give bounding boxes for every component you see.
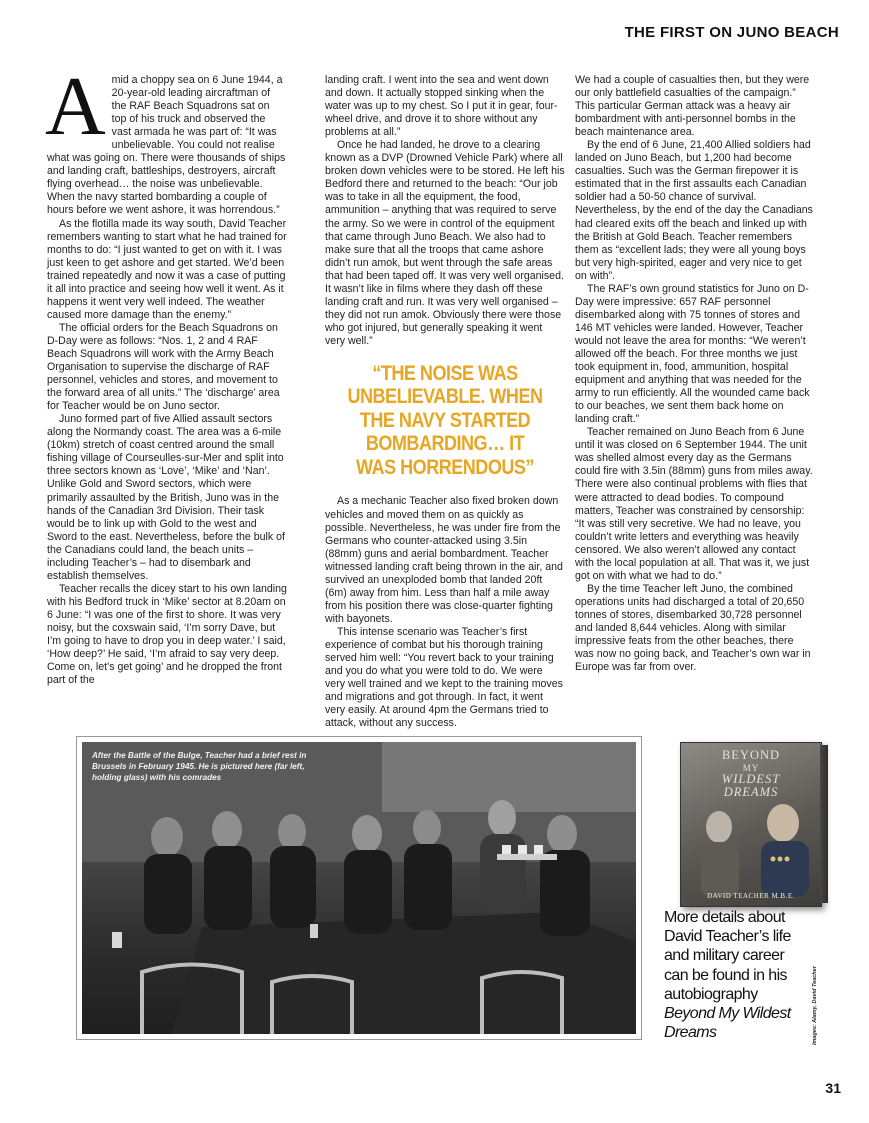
section-header: THE FIRST ON JUNO BEACH — [624, 24, 839, 41]
article-paragraph: The RAF’s own ground statistics for Juno on D-Day were impressive: 657 RAF personnel disembarked along with 75 tonnes of stores and 146 MT vehicles were landed. However, Teacher would not leave the area for months: “We weren’t allowed off the beach. For three months we just took equipment in, food, ammunition, hospital equipment and anything that was needed for the army to run efficiently. All the wounded came back to our beaches, we sent them back home on landing craft.” — [575, 282, 810, 426]
article-paragraph: Teacher recalls the dicey start to his own landing with his Bedford truck in ‘Mike’ sector at 8.20am on 6 June: “I was one of the first to shore. It was very noisy, but the coxswain said, ‘I’m sorry Dave, but I’m going to have to drop you in deep water.’ I said, ‘How deep?’ He said, ‘I’m afraid to say very deep. Come on, let’s get going’ and he dropped the front part of the — [47, 582, 287, 687]
book-author: DAVID TEACHER M.B.E. — [707, 892, 795, 900]
promo-text: More details about David Teacher’s life and military career can be found in his autobiography — [664, 909, 791, 1003]
article-paragraph: landing craft. I went into the sea and went down and down. It actually stopped sinking when the water was up to my chest. So I put it in gear, four-wheel drive, and drove it to shore without any problems at all.” — [325, 74, 558, 139]
book-title-line: DREAMS — [723, 785, 779, 799]
page-number: 31 — [825, 1080, 841, 1096]
book-promo — [664, 908, 806, 1042]
article-column-3 — [575, 74, 815, 674]
group-photo — [82, 742, 636, 1034]
article-paragraph: Teacher remained on Juno Beach from 6 June until it was closed on 6 September 1944. The unit was shelled almost every day as the Germans could fire with 3.5in (88mm) guns from miles away. There were also continual problems with flies that were attracted to dead bodies. To compound matters, Teacher was constrained by censorship: “It was still very secretive. We had no leave, you couldn’t write letters and everything was heavily censored. We also weren’t allowed any contact with the local population at all. That was it, we just got on with what we had to do.” — [575, 426, 813, 582]
article-paragraph: Once he had landed, he drove to a clearing known as a DVP (Drowned Vehicle Park) where all broken down vehicles were to be stored. He left his Bedford there and returned to the beach: “Our job was to take in all the equipment, the food, ammunition – anything that was required to serve the army. So we were in control of the equipment that came through Juno Beach. We also had to make sure that all the troops that came ashore didn’t run amok, but went through the safe areas that had been taped off. It was very well organised. It wasn’t like in films where they dash off these landing craft and run. It was very well organised – they did not run amok. Obviously there were those who got injured, but generally speaking it went very well.” — [325, 139, 565, 347]
article-paragraph: Juno formed part of five Allied assault sectors along the Normandy coast. The area was a 6-mile (10km) stretch of coast centred around the small fishing village of Courseulles-sur-Mer and split into three sectors known as ‘Love’, ‘Mike’ and ‘Nan’. Unlike Gold and Sword sectors, which were primarily assaulted by the British, Juno was in the hands of the Canadian 3rd Division. Their task would be to link up with Gold to the west and Sword to the east. Nevertheless, before the bulk of the Canadians could land, the beach units – including Teacher’s – had to disembark and establish themselves. — [47, 413, 285, 582]
photo-illustration — [82, 742, 636, 1034]
book-title-line: MY — [742, 763, 760, 773]
book-spine — [820, 745, 828, 903]
pull-quote: “THE NOISE WAS UNBELIEVABLE. WHEN THE NAVY STARTED BOMBARDING… IT WAS HORRENDOUS” — [347, 361, 543, 479]
image-credit: Images: Alamy, David Teacher — [812, 966, 818, 1045]
book-cover-image — [680, 742, 840, 907]
article-paragraph: As the flotilla made its way south, David Teacher remembers wanting to start what he had trained for months to do: “I just wanted to get on with it. I was just keen to get ashore and get started. We’d been trained repeatedly and now it was a case of putting it all into practice and seeing how well it went. As it happens it went very well indeed. The weather caused more damage than the enemy.” — [47, 217, 287, 321]
drop-cap: A — [45, 60, 106, 153]
article-paragraph: The official orders for the Beach Squadrons on D-Day were as follows: “Nos. 1, 2 and 4 RAF Beach Squadrons will work with the Army Beach Organisation to supervise the discharge of RAF personnel, vehicles and stores, and movement to the forward area of all units.” The ‘discharge’ area for Teacher would be on Juno sector. — [47, 321, 280, 413]
article-paragraph: By the time Teacher left Juno, the combined operations units had discharged a total of 20,650 tonnes of stores, disembarked 30,728 personnel and landed 8,644 vehicles. Along with similar impressive feats from the other beaches, there was now no going back, and Teacher’s own war in Europe was far from over. — [575, 582, 811, 674]
article-column-2 — [325, 74, 565, 730]
photo-caption: After the Battle of the Bulge, Teacher had a brief rest in Brussels in February 1945. He is pictured here (far left, holding glass) with his comrades — [92, 751, 307, 782]
book-portrait-illustration — [681, 787, 821, 897]
promo-book-title: Beyond My Wildest Dreams — [664, 1005, 791, 1042]
book-cover — [680, 742, 822, 907]
article-column-1 — [45, 60, 287, 687]
article-paragraph: Amid a choppy sea on 6 June 1944, a 20-year-old leading aircraftman of the RAF Beach Squadrons sat on top of his truck and observed the vast armada he was part of: “It was unbelievable. You could not realise what was going on. There were thousands of ships and landing craft, battleships, destroyers, aircraft flying overhead… the noise was unbelievable. When the navy started bombarding a couple of hours before we went ashore, it was horrendous.” — [45, 60, 286, 217]
book-title-line: WILDEST — [721, 772, 781, 786]
photo-frame — [76, 736, 642, 1040]
book-title-line: BEYOND — [721, 748, 781, 762]
article-paragraph: By the end of 6 June, 21,400 Allied soldiers had landed on Juno Beach, but 1,200 had become casualties. Such was the German firepower it is estimated that in the first assaults each Canadian soldier had a 50-50 chance of survival. Nevertheless, by the end of the day the Canadians had cleared exits off the beach and linked up with the British at Gold Beach. Teacher remembers them as “excellent lads; they were all young boys but very high-spirited, eager and very nice to get on with”. — [575, 139, 813, 282]
article-paragraph: We had a couple of casualties then, but they were our only battlefield casualties of the campaign.” This particular German attack was a heavy air bombardment with anti-personnel bombs in the beach maintenance area. — [575, 74, 810, 139]
article-paragraph: As a mechanic Teacher also fixed broken down vehicles and moved them on as quickly as possible. Nevertheless, he was under fire from the Germans who counter-attacked using 3.5in (88mm) guns and aerial bombardment. Teacher witnessed landing craft being thrown in the air, and survived an unexploded bomb that landed 20ft (6m) away from him. Less than half a mile away from his position there was close-quarter fighting with bayonets. — [325, 495, 563, 625]
article-paragraph: This intense scenario was Teacher’s first experience of combat but his thorough training served him well: “You revert back to your training and you do what you were told to do. We were very well trained and we kept to the training moves and migrations and got through. In fact, it went very easily. At around 4pm the Germans tried to attack, without any success. — [325, 625, 563, 730]
